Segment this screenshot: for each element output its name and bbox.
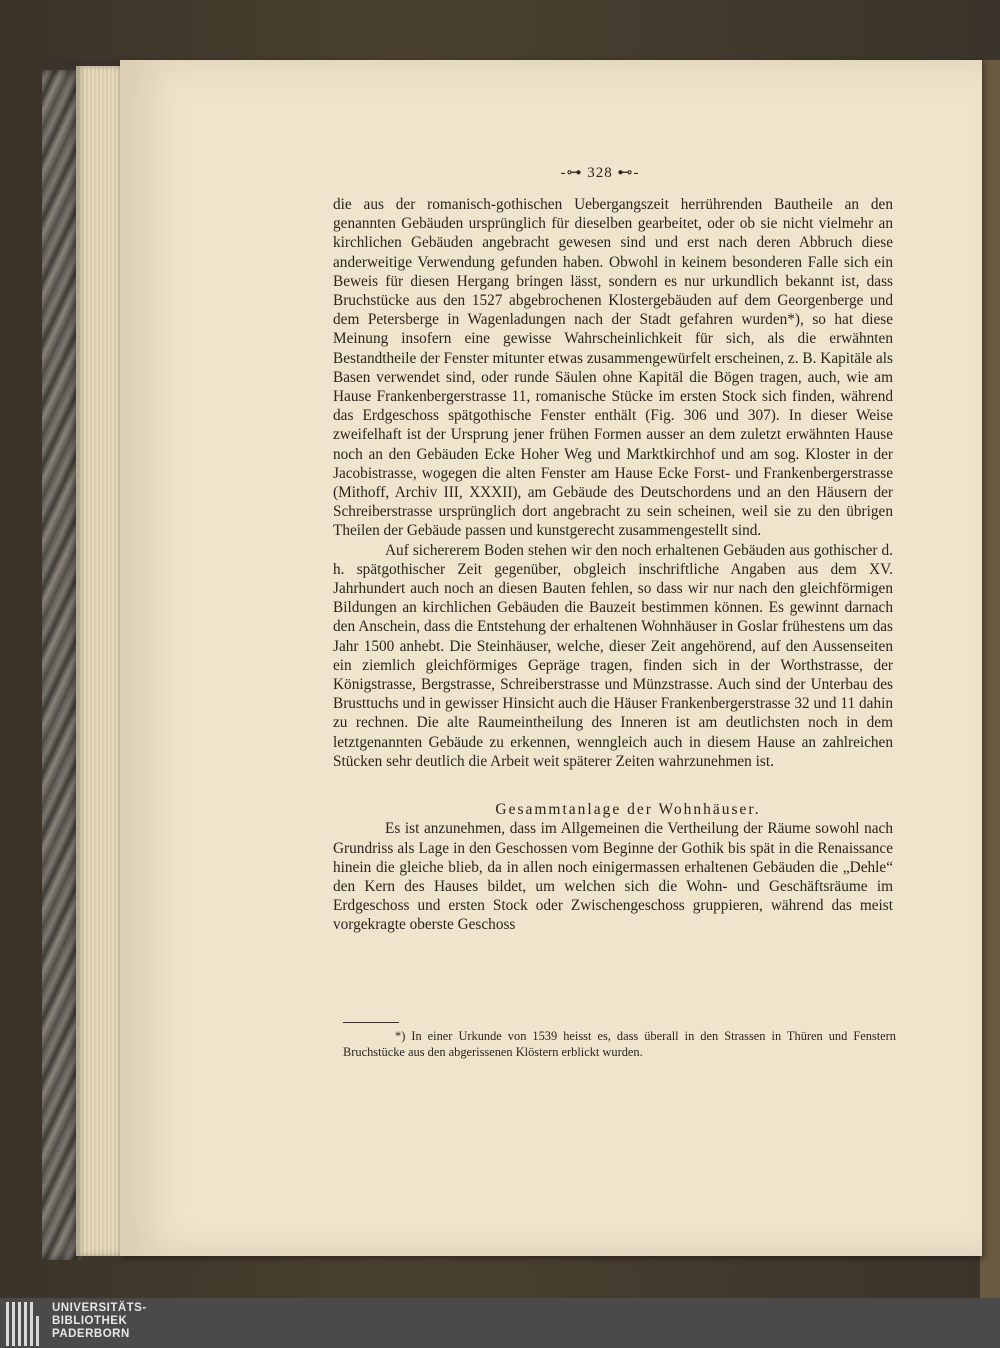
logo-line-2: BIBLIOTHEK	[52, 1315, 128, 1327]
page-number: -⊶ 328 ⊷-	[560, 165, 640, 181]
facing-page-edge	[980, 60, 1000, 1298]
logo-line-1: UNIVERSITÄTS-	[52, 1302, 147, 1314]
footnote	[343, 1028, 896, 1060]
paragraph-1: die aus der romanisch-gothischen Uebergangszeit herrührenden Bautheile an den genannten Gebäuden ursprünglich für dieselben gearbeitet, oder ob sie nicht vielmehr an kirchlichen Gebäuden angebracht gewesen sind und erst nach deren Abbruch diese anderweitige Verwendung gefunden haben. Obwohl in keinem besonderen Falle sich ein Beweis für diesen Hergang bringen lässt, sondern es nur urkundlich bekannt ist, dass Bruchstücke aus den 1527 abgebrochenen Klostergebäuden auf dem Georgenberge und dem Petersberge in Wagenladungen nach der Stadt gefahren wurden*), so hat diese Meinung insofern eine gewisse Wahrscheinlichkeit für sich, als die erwähnten Bestandtheile der Fenster mitunter etwas zusammengewürfelt erscheinen, z. B. Kapitäle als Basen verwendet sind, oder runde Säulen ohne Kapitäl die Bögen tragen, auch, wie am Hause Frankenbergerstrasse 11, romanische Stücke im ersten Stock sich finden, während das Erdgeschoss spätgothische Fenster enthält (Fig. 306 und 307). In dieser Weise zweifelhaft ist der Ursprung jener frühen Formen ausser an dem zuletzt erwähnten Hause noch an den Gebäuden Ecke Hoher Weg und Marktkirchhof und am sog. Kloster in der Jacobistrasse, wogegen die alten Fenster am Hause Ecke Forst- und Frankenbergerstrasse (Mithoff, Archiv III, XXXII), am Gebäude des Deutschordens und an den Häusern der Schreiberstrasse ursprünglich dort angebracht zu sein scheinen, weil sie zu den übrigen Theilen der Gebäude passen und kunstgerecht zusammengestellt sind.	[333, 196, 893, 540]
logo-line-3: PADERBORN	[52, 1328, 130, 1340]
footnote-text: *) In einer Urkunde von 1539 heisst es, dass überall in den Strassen in Thüren und Fenstern Bruchstücke aus den abgerissenen Klöstern erblickt wurden.	[343, 1029, 896, 1060]
body-text	[333, 195, 893, 935]
section-heading: Gesammtanlage der Wohnhäuser.	[495, 801, 761, 819]
library-logo-icon	[6, 1302, 46, 1346]
section-paragraph: Es ist anzunehmen, dass im Allgemeinen die Vertheilung der Räume sowohl nach Grundriss als Lage in den Geschossen vom Beginne der Gothik bis spät in die Renaissance hinein die gleiche blieb, da in allen noch einigermassen erhaltenen Gebäuden die „Dehle“ den Kern des Hauses bildet, um welchen sich die Wohn- und Geschäftsräume im Erdgeschoss und ersten Stock oder Zwischengeschoss gruppieren, während das meist vorgekragte oberste Geschoss	[333, 820, 893, 934]
footnote-rule	[343, 1022, 399, 1023]
library-logo-text	[52, 1302, 212, 1341]
paragraph-2: Auf sichererem Boden stehen wir den noch erhaltenen Gebäuden aus gothischer d. h. spätgothischer Zeit gegenüber, obgleich inschriftliche Angaben aus dem XV. Jahrhundert auch noch an diesen Bauten fehlen, so dass wir nur nach den gleichförmigen Bildungen an kirchlichen Gebäuden die Bauzeit bestimmen können. Es gewinnt darnach den Anschein, dass die Entstehung der erhaltenen Wohnhäuser in Goslar frühestens um das Jahr 1500 anhebt. Die Steinhäuser, welche, dieser Zeit angehörend, auf den Aussenseiten ein ziemlich gleichförmiges Gepräge tragen, finden sich in der Worthstrasse, der Königstrasse, Bergstrasse, Schreiberstrasse und Münzstrasse. Auch sind der Unterbau des Brusttuchs und in gewisser Hinsicht auch die Häuser Frankenbergerstrasse 32 und 11 dahin zu rechnen. Die alte Raumeintheilung des Inneren ist am deutlichsten noch in dem letztgenannten Gebäude zu erkennen, wenngleich auch in diesem Hause an zahlreichen Stücken sehr deutlich die Arbeit weit späterer Zeiten wahrzunehmen ist.	[333, 541, 893, 770]
